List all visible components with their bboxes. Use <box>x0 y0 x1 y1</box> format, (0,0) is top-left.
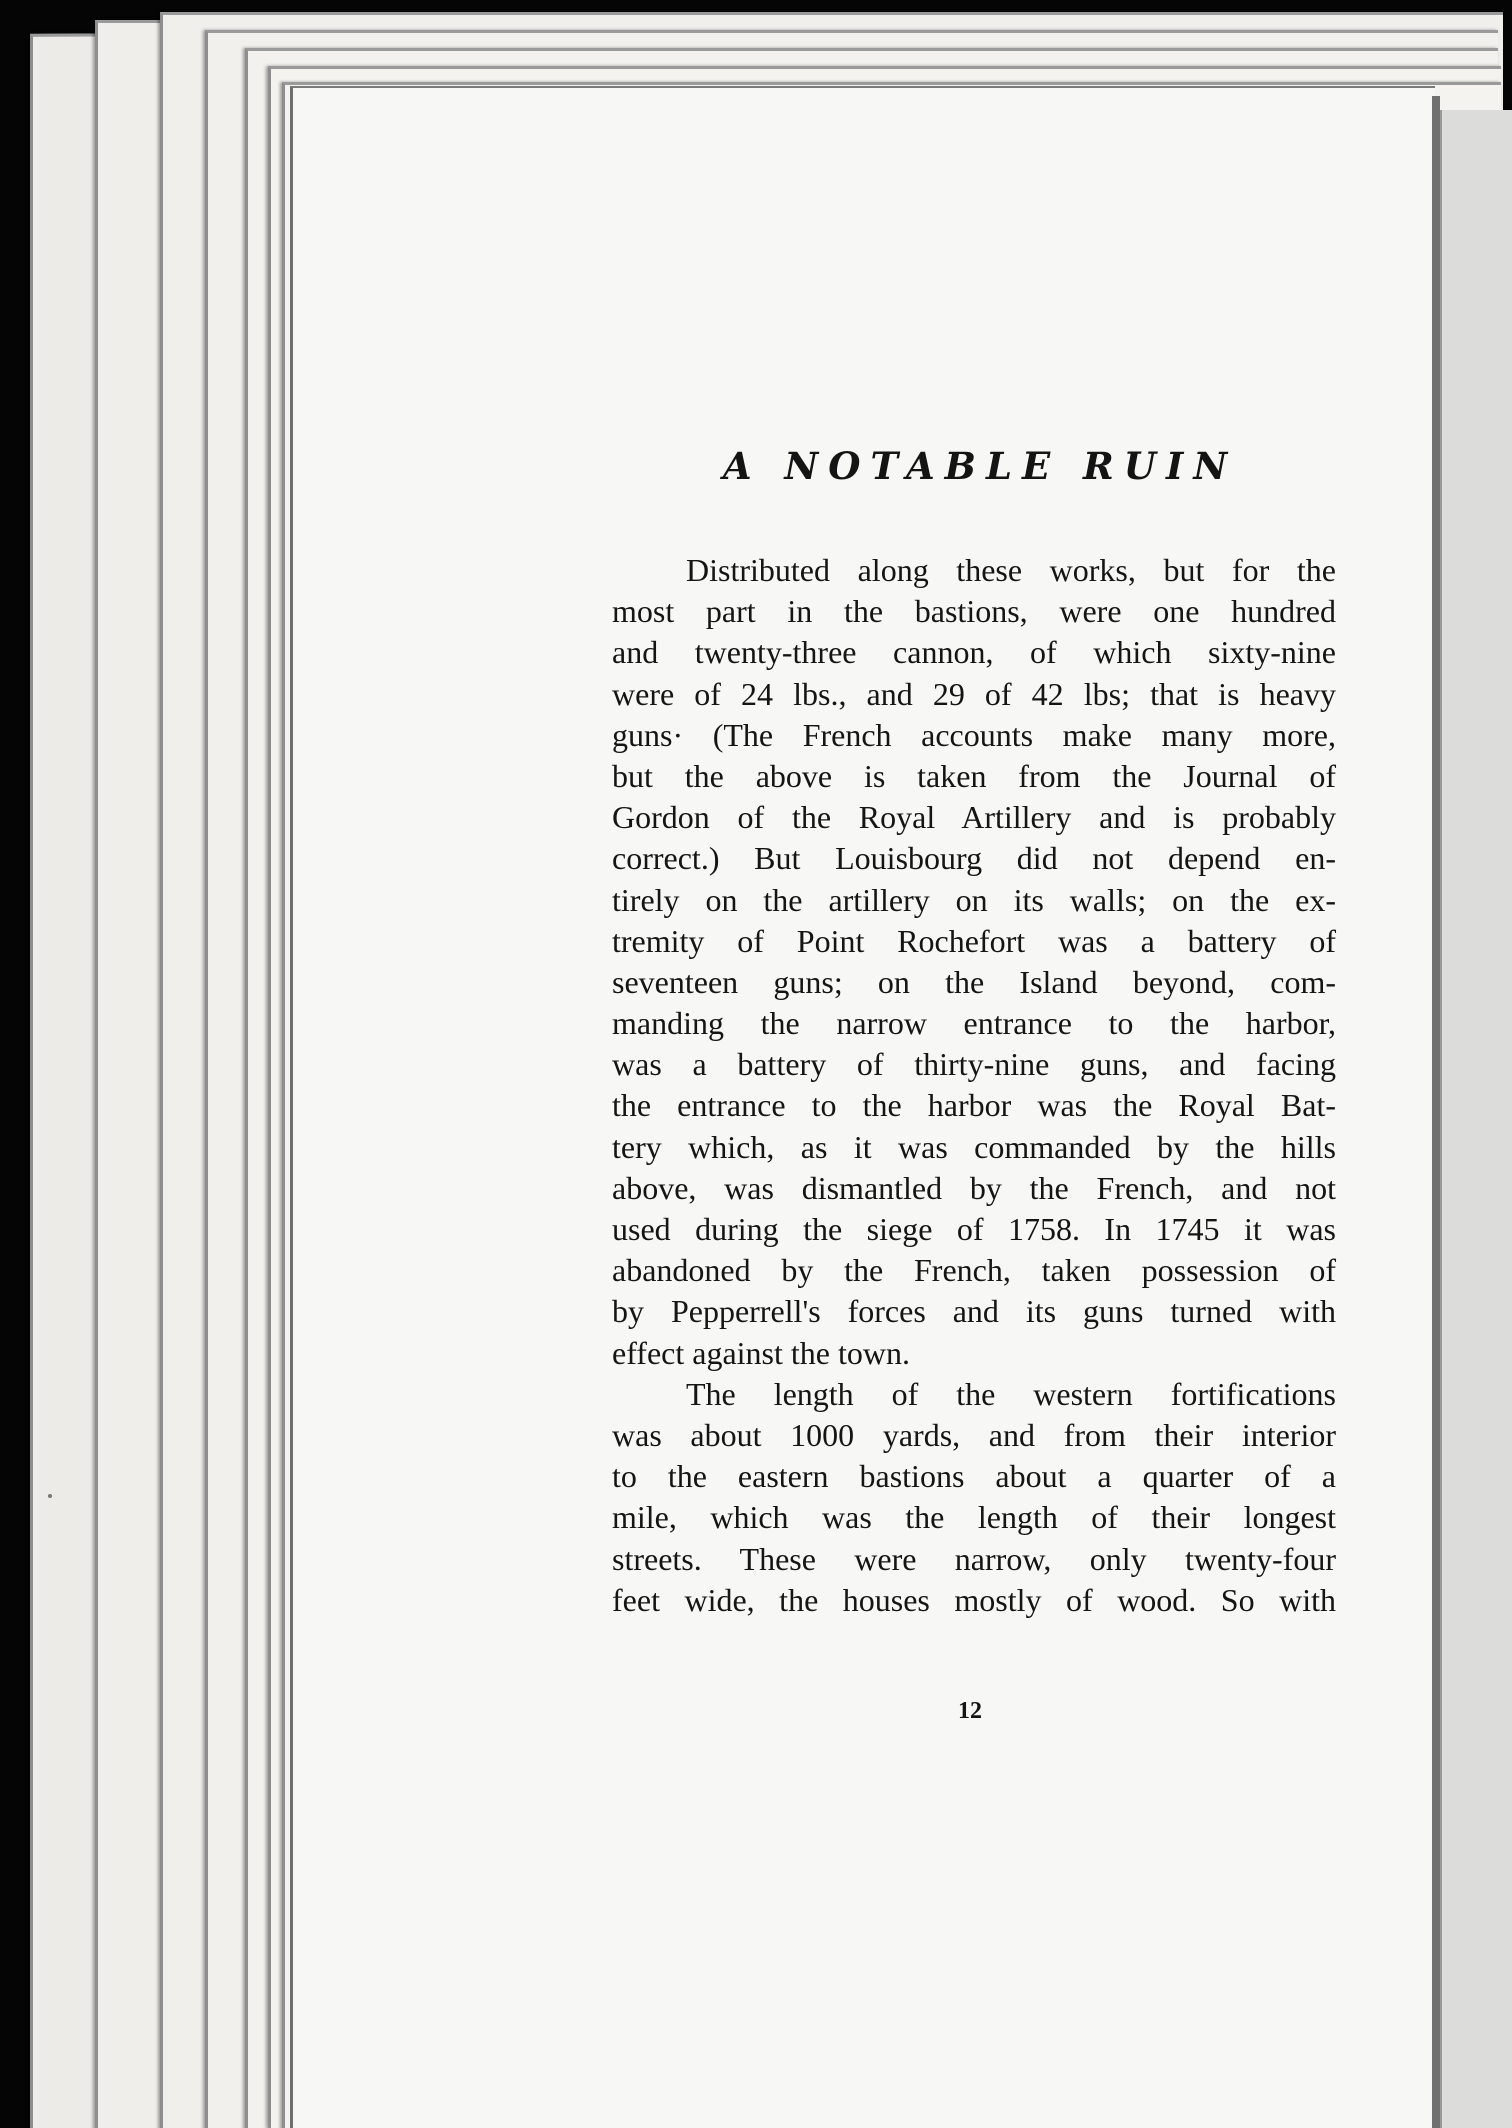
text-line: used during the siege of 1758. In 1745 it was <box>612 1211 1336 1247</box>
text-line: manding the narrow entrance to the harbor, <box>612 1005 1336 1042</box>
text-line: Distributed along these works, but for the <box>686 552 1336 588</box>
text-line: and twenty-three cannon, of which sixty-nine <box>612 634 1336 671</box>
text-line: streets. These were narrow, only twenty-four <box>612 1540 1336 1577</box>
paper-speck <box>48 1494 52 1498</box>
text-line: The length of the western fortifications <box>686 1375 1336 1412</box>
text-line: tirely on the artillery on its walls; on the ex- <box>612 881 1336 918</box>
body-text <box>612 550 1336 1621</box>
text-line: was about 1000 yards, and from their interior <box>612 1416 1336 1453</box>
text-line: seventeen guns; on the Island beyond, com- <box>612 963 1336 1000</box>
text-line: tery which, as it was commanded by the hills <box>612 1128 1336 1165</box>
text-line: guns· (The French accounts make many more, <box>612 716 1336 753</box>
text-line: above, was dismantled by the French, and not <box>612 1169 1336 1206</box>
text-line: Gordon of the Royal Artillery and is probably <box>612 799 1336 836</box>
running-head: A NOTABLE RUIN <box>722 444 1238 488</box>
text-line: to the eastern bastions about a quarter of a <box>612 1458 1336 1495</box>
text-line: most part in the bastions, were one hundred <box>612 593 1336 630</box>
text-line: mile, which was the length of their longest <box>612 1499 1336 1536</box>
text-line: correct.) But Louisbourg did not depend en- <box>612 840 1336 877</box>
text-line: by Pepperrell's forces and its guns turned with <box>612 1293 1336 1330</box>
text-line: feet wide, the houses mostly of wood. So with <box>612 1581 1336 1618</box>
text-line: but the above is taken from the Journal of <box>612 757 1336 794</box>
text-line: effect against the town. <box>612 1334 910 1371</box>
facing-page-edge <box>1440 110 1512 2128</box>
text-line: were of 24 lbs., and 29 of 42 lbs; that is heavy <box>612 675 1336 712</box>
text-line: tremity of Point Rochefort was a battery of <box>612 922 1336 959</box>
text-line: was a battery of thirty-nine guns, and facing <box>612 1046 1336 1083</box>
text-line: abandoned by the French, taken possession of <box>612 1252 1336 1289</box>
page-gutter-shadow <box>1432 96 1440 2128</box>
text-line: the entrance to the harbor was the Royal Bat- <box>612 1087 1336 1124</box>
page-number: 12 <box>958 1698 982 1724</box>
